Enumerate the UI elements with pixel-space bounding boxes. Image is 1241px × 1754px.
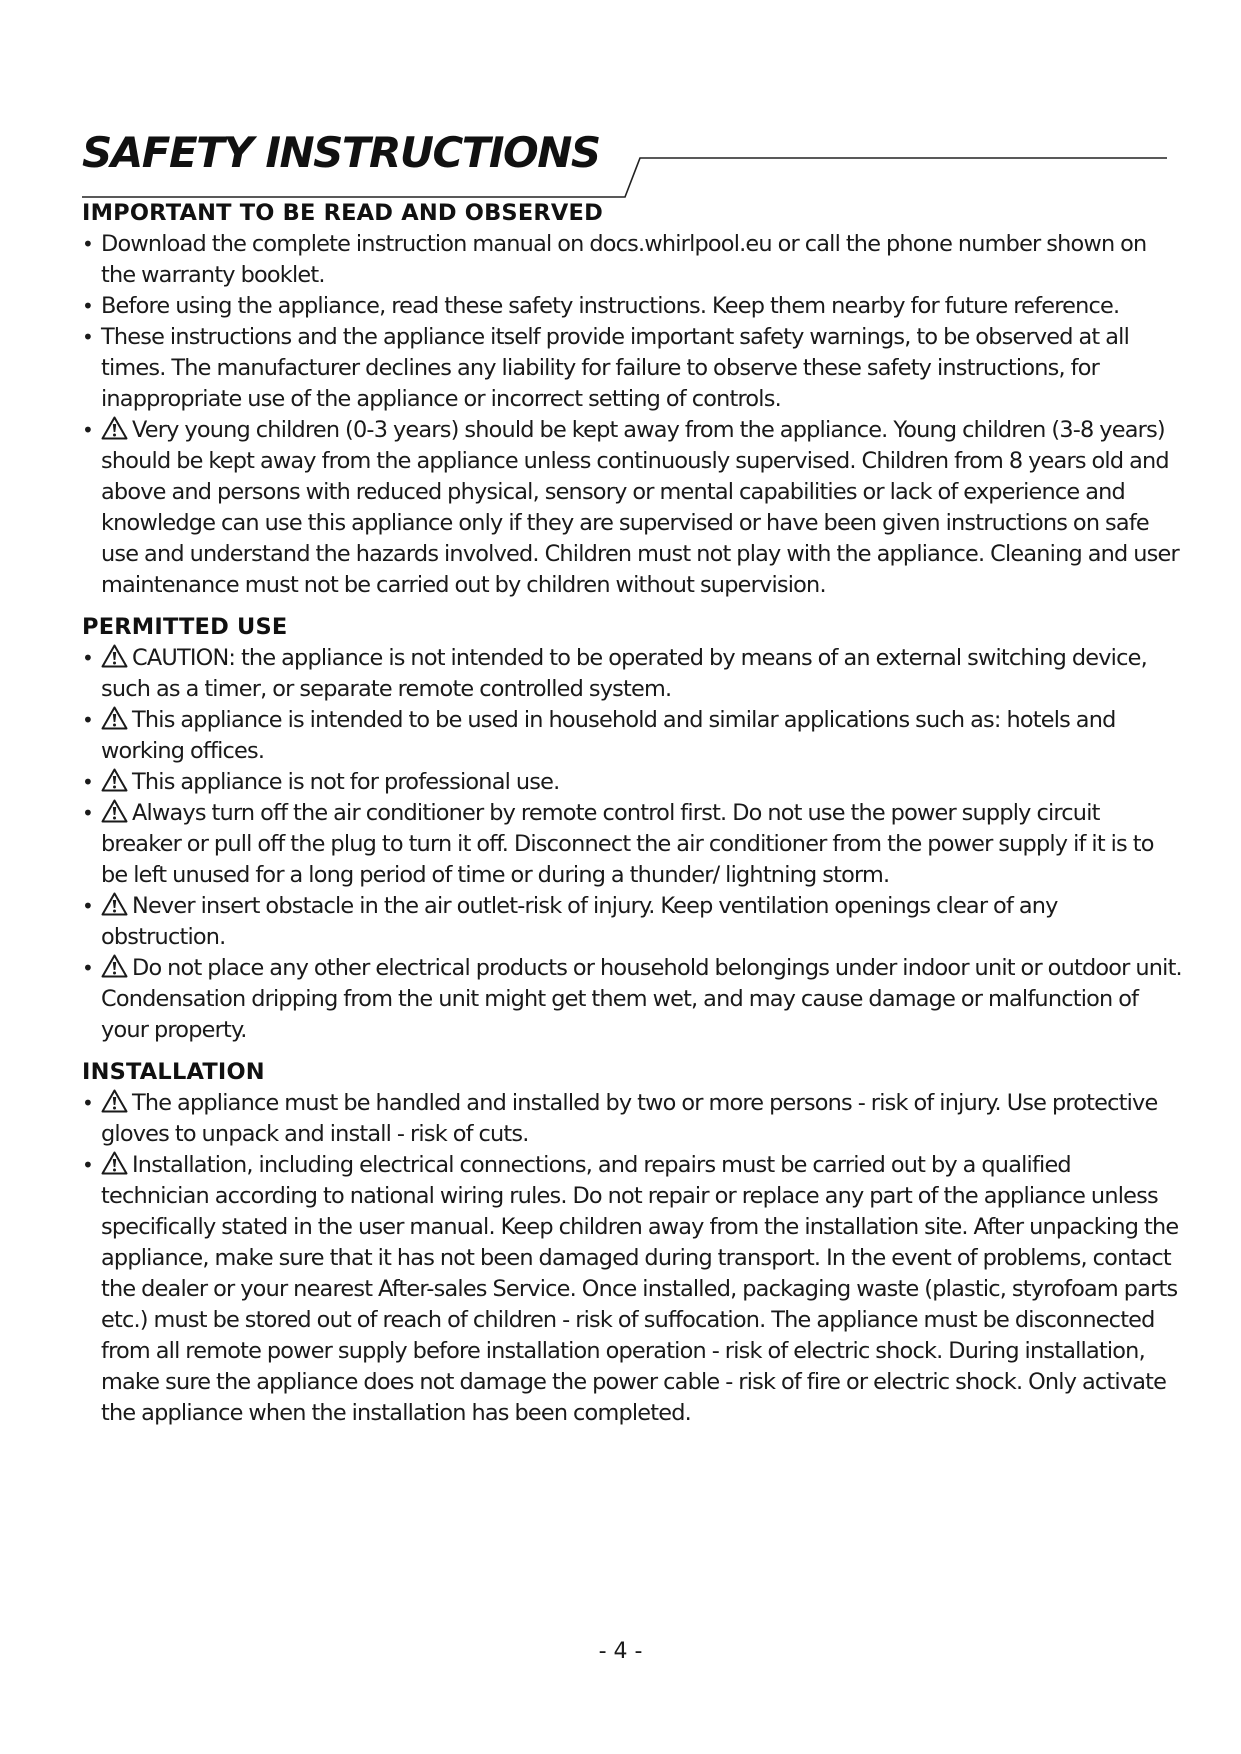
section-heading: INSTALLATION: [82, 1059, 265, 1085]
page-number: - 4 -: [598, 1639, 643, 1664]
instruction-list: [82, 1088, 1182, 1429]
warning-triangle-icon: [101, 954, 131, 978]
warning-triangle-icon: [101, 416, 131, 440]
bullet: •: [82, 1153, 93, 1177]
list-item: [82, 767, 1182, 798]
page-title: SAFETY INSTRUCTIONS: [82, 128, 600, 177]
list-item: [82, 322, 1182, 415]
list-item: [82, 1150, 1182, 1429]
title-row: [82, 128, 1167, 200]
instruction-text: These instructions and the appliance itself provide important safety warnings, to be observed at all times. The manufacturer declines any liability for failure to observe these safety instructions, for inappropriate use of the appliance or incorrect setting of controls.: [101, 324, 1129, 412]
section: [82, 612, 1182, 1046]
instruction-text: The appliance must be handled and installed by two or more persons - risk of injury. Use protective gloves to unpack and install - risk of cuts.: [101, 1090, 1158, 1147]
warning-triangle-icon: [101, 706, 131, 730]
warning-triangle-icon: [101, 768, 131, 792]
instruction-list: [82, 643, 1182, 1046]
warning-triangle-icon: [101, 1089, 131, 1113]
bullet: •: [82, 294, 93, 318]
list-item: [82, 891, 1182, 953]
title-underline: [82, 128, 1167, 200]
bullet: •: [82, 708, 93, 732]
instruction-text: Before using the appliance, read these safety instructions. Keep them nearby for future reference.: [101, 293, 1120, 319]
section-heading: IMPORTANT TO BE READ AND OBSERVED: [82, 200, 603, 226]
bullet: •: [82, 894, 93, 918]
section: [82, 1057, 1182, 1429]
bullet: •: [82, 801, 93, 825]
warning-triangle-icon: [101, 892, 131, 916]
instruction-text: CAUTION: the appliance is not intended to be operated by means of an external switching device, such as a timer, or separate remote controlled system.: [101, 645, 1147, 702]
list-item: [82, 953, 1182, 1046]
warning-triangle-icon: [101, 1151, 131, 1175]
list-item: [82, 229, 1182, 291]
instruction-text: This appliance is not for professional use.: [132, 769, 560, 795]
bullet: •: [82, 1091, 93, 1115]
instruction-text: Always turn off the air conditioner by remote control first. Do not use the power supply circuit breaker or pull off the plug to turn it off. Disconnect the air conditioner from the power supply if it is to be left unused for a long period of time or during a thunder/ lightning storm.: [101, 800, 1154, 888]
bullet: •: [82, 418, 93, 442]
instruction-text: Never insert obstacle in the air outlet-risk of injury. Keep ventilation openings clear of any obstruction.: [101, 893, 1058, 950]
instructions-body: [82, 198, 1182, 1429]
list-item: [82, 1088, 1182, 1150]
bullet: •: [82, 770, 93, 794]
instruction-text: Very young children (0-3 years) should be kept away from the appliance. Young children (3-8 years) should be kept away from the appliance unless continuously supervised. Children from 8 years old and above and persons with reduced physical, sensory or mental capabilities or lack of experience and knowledge can use this appliance only if they are supervised or have been given instructions on safe use and understand the hazards involved. Children must not play with the appliance. Cleaning and user maintenance must not be carried out by children without supervision.: [101, 417, 1179, 598]
bullet: •: [82, 646, 93, 670]
instruction-text: Do not place any other electrical products or household belongings under indoor unit or outdoor unit. Condensation dripping from the unit might get them wet, and may cause damage or malfunction of your property.: [101, 955, 1182, 1043]
list-item: [82, 291, 1182, 322]
list-item: [82, 705, 1182, 767]
section: [82, 198, 1182, 601]
instruction-text: This appliance is intended to be used in household and similar applications such as: hotels and working offices.: [101, 707, 1116, 764]
list-item: [82, 415, 1182, 601]
bullet: •: [82, 325, 93, 349]
list-item: [82, 643, 1182, 705]
warning-triangle-icon: [101, 644, 131, 668]
bullet: •: [82, 956, 93, 980]
list-item: [82, 798, 1182, 891]
warning-triangle-icon: [101, 799, 131, 823]
instruction-list: [82, 229, 1182, 601]
section-heading: PERMITTED USE: [82, 614, 288, 640]
instruction-text: Download the complete instruction manual on docs.whirlpool.eu or call the phone number shown on the warranty booklet.: [101, 231, 1147, 288]
bullet: •: [82, 232, 93, 256]
instruction-text: Installation, including electrical connections, and repairs must be carried out by a qualified technician according to national wiring rules. Do not repair or replace any part of the appliance unless specifically stated in the user manual. Keep children away from the installation site. After unpacking the appliance, make sure that it has not been damaged during transport. In the event of problems, contact the dealer or your nearest After-sales Service. Once installed, packaging waste (plastic, styrofoam parts etc.) must be stored out of reach of children - risk of suffocation. The appliance must be disconnected from all remote power supply before installation operation - risk of electric shock. During installation, make sure the appliance does not damage the power cable - risk of fire or electric shock. Only activate the appliance when the installation has been completed.: [101, 1152, 1179, 1426]
